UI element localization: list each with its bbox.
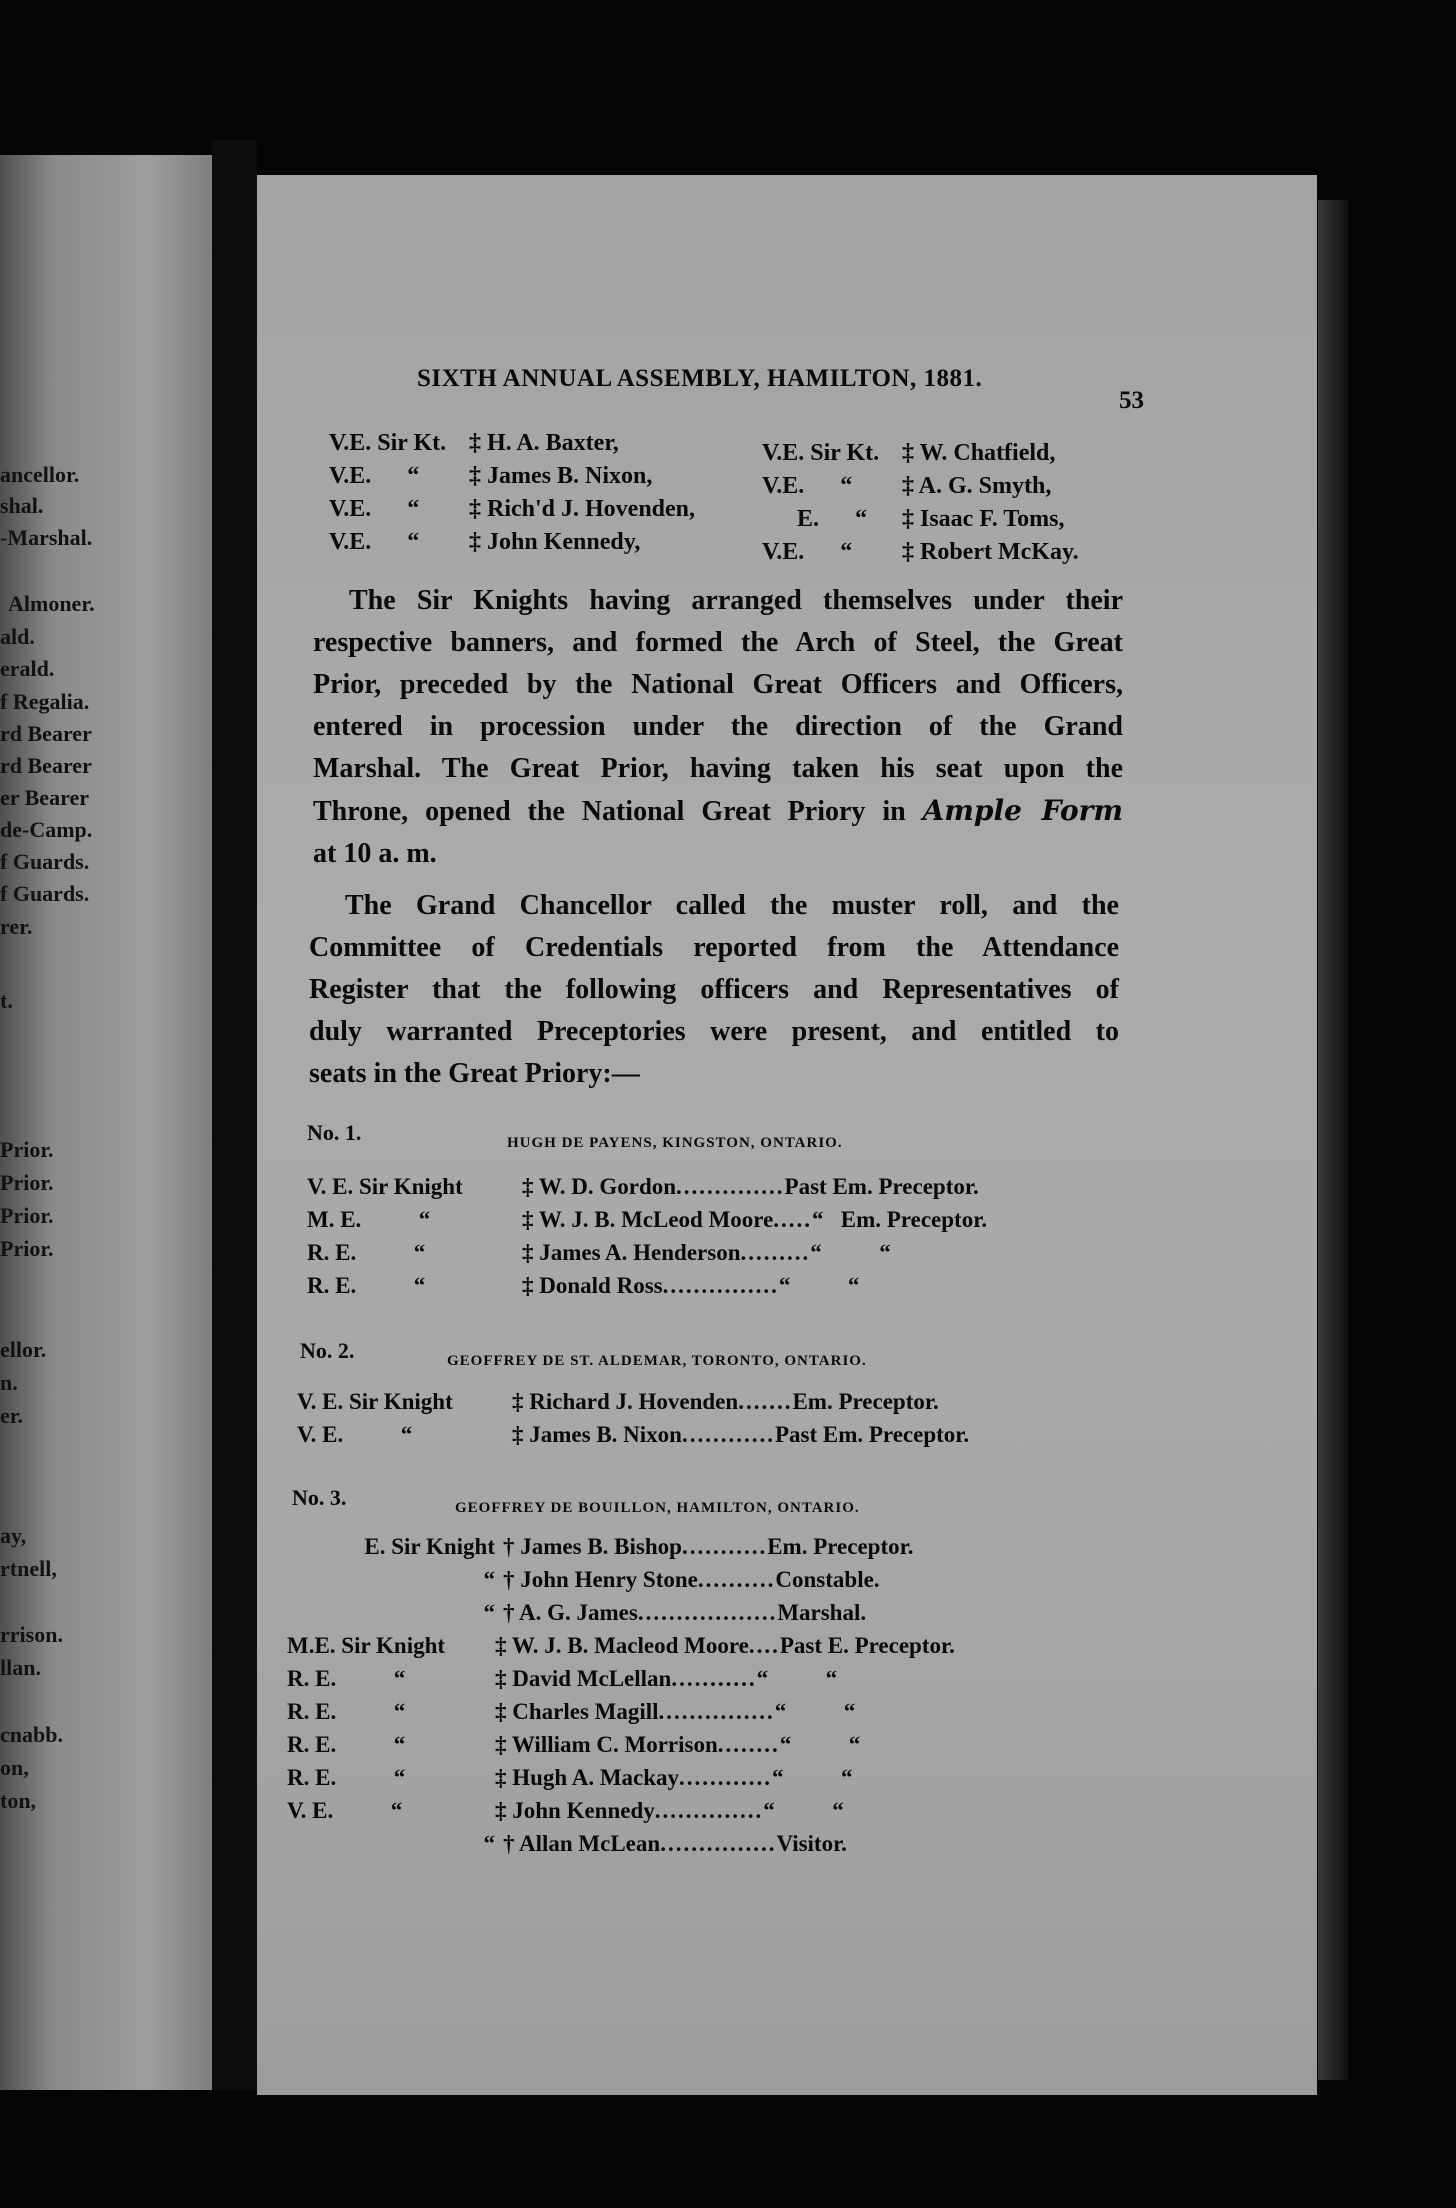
fragment: ald. xyxy=(0,624,35,649)
attendee-name: David McLellan xyxy=(512,1666,672,1691)
attendee-rank: E. Sir Knight xyxy=(364,1534,495,1559)
officer-row xyxy=(762,536,1079,569)
officer-name: ‡ Robert McKay. xyxy=(902,539,1079,565)
attendee-name: James A. Henderson xyxy=(539,1240,741,1265)
attendee-name: John Kennedy xyxy=(512,1798,655,1823)
preceptory-3-rows xyxy=(287,1530,955,1860)
fragment: rd Bearer xyxy=(0,753,92,778)
attendee-office: “ “ xyxy=(810,1240,891,1265)
preceptory-name: GEOFFREY DE ST. ALDEMAR, TORONTO, ONTARIO. xyxy=(447,1353,867,1369)
officer-name: ‡ H. A. Baxter, xyxy=(469,430,619,456)
preceptory-number: No. 2. xyxy=(300,1338,355,1363)
running-header: SIXTH ANNUAL ASSEMBLY, HAMILTON, 1881. xyxy=(417,365,983,392)
fragment: f Regalia. xyxy=(0,689,90,714)
attendee-row: V. E. Sir Knight ‡ Richard J. Hovenden.......Em. Preceptor. xyxy=(297,1385,969,1418)
officers-right xyxy=(762,437,1079,569)
officer-row xyxy=(329,460,695,493)
attendee-office: “ “ xyxy=(774,1699,856,1724)
officer-row xyxy=(329,526,695,559)
paragraph-line: Throne, opened the National Great Priory in Ample Form xyxy=(313,794,1124,827)
page-gutter xyxy=(212,140,257,2090)
preceptory-number: No. 3. xyxy=(292,1485,347,1510)
attendee-rank: V. E. “ xyxy=(287,1798,403,1823)
attendee-row: R. E. “ ‡ Hugh A. Mackay............“ “ xyxy=(287,1761,955,1794)
attendee-name: W. J. B. Macleod Moore xyxy=(511,1633,749,1658)
fragment: Prior. xyxy=(0,1137,54,1162)
attendee-row: E. Sir Knight † James B. Bishop...........Em. Preceptor. xyxy=(287,1530,955,1563)
fragment: er Bearer xyxy=(0,785,89,810)
left-page-fragments xyxy=(0,0,212,2208)
attendee-rank: V. E. Sir Knight xyxy=(307,1174,463,1199)
fragment: cnabb. xyxy=(0,1722,63,1747)
officer-row xyxy=(762,503,1079,536)
paragraph-line: entered in procession under the direction of the Grand xyxy=(313,711,1123,742)
officer-rank: V.E. “ xyxy=(329,529,420,555)
paragraph-line: Marshal. The Great Prior, having taken his seat upon the xyxy=(313,753,1123,784)
fragment: ton, xyxy=(0,1788,37,1813)
paragraph-line: Committee of Credentials reported from the Attendance xyxy=(309,932,1119,963)
fragment: ellor. xyxy=(0,1337,47,1362)
attendee-rank: R. E. “ xyxy=(307,1273,426,1298)
attendee-row: “ † John Henry Stone..........Constable. xyxy=(287,1563,955,1596)
attendee-office: “ Em. Preceptor. xyxy=(812,1207,988,1232)
fragment: rrison. xyxy=(0,1622,63,1647)
attendee-row: R. E. “ ‡ Charles Magill...............“ “ xyxy=(287,1695,955,1728)
fragment: er. xyxy=(0,1403,24,1428)
attendee-row: R. E. “ ‡ James A. Henderson.........“ “ xyxy=(307,1236,987,1269)
officer-name: ‡ John Kennedy, xyxy=(469,529,641,555)
officer-row xyxy=(329,493,695,526)
fragment: Almoner. xyxy=(8,591,95,616)
main-page xyxy=(257,175,1317,2095)
attendee-office: Marshal. xyxy=(777,1600,867,1625)
attendee-rank: “ xyxy=(483,1567,495,1592)
attendee-name: Richard J. Hovenden xyxy=(529,1389,739,1414)
attendee-office: “ “ xyxy=(763,1798,844,1823)
preceptory-name: GEOFFREY DE BOUILLON, HAMILTON, ONTARIO. xyxy=(455,1500,860,1516)
officer-row xyxy=(762,437,1079,470)
fragment: shal. xyxy=(0,493,44,518)
officer-rank: V.E. “ xyxy=(762,539,853,565)
attendee-rank: V. E. “ xyxy=(297,1422,413,1447)
fragment: ay, xyxy=(0,1523,27,1548)
paragraph-line: The Sir Knights having arranged themselves under their xyxy=(349,585,1123,616)
attendee-rank: “ xyxy=(483,1831,495,1856)
attendee-name: Donald Ross xyxy=(539,1273,663,1298)
officer-rank: V.E. “ xyxy=(329,463,420,489)
preceptory-2-rows xyxy=(297,1385,969,1451)
attendee-row: R. E. “ ‡ Donald Ross...............“ “ xyxy=(307,1269,987,1302)
attendee-name: James B. Nixon xyxy=(529,1422,682,1447)
attendee-office: Past E. Preceptor. xyxy=(779,1633,955,1658)
officer-name: ‡ Isaac F. Toms, xyxy=(902,506,1065,532)
preceptory-1-rows xyxy=(307,1170,987,1302)
officer-row xyxy=(762,470,1079,503)
officer-name: ‡ W. Chatfield, xyxy=(902,440,1056,466)
fragment: rd Bearer xyxy=(0,721,92,746)
fragment: n. xyxy=(0,1370,18,1395)
officer-rank: V.E. Sir Kt. xyxy=(329,430,447,456)
ample-form-text: Ample Form xyxy=(922,794,1124,827)
officer-row xyxy=(329,427,695,460)
officer-rank: E. “ xyxy=(796,506,867,532)
officer-name: ‡ A. G. Smyth, xyxy=(902,473,1052,499)
fragment: on, xyxy=(0,1755,29,1780)
attendee-rank: R. E. “ xyxy=(287,1732,406,1757)
attendee-office: “ “ xyxy=(778,1273,860,1298)
paragraph-line: seats in the Great Priory:— xyxy=(309,1058,640,1089)
officer-rank: V.E. “ xyxy=(762,473,853,499)
attendee-rank: M. E. “ xyxy=(307,1207,431,1232)
officer-name: ‡ James B. Nixon, xyxy=(469,463,653,489)
attendee-office: “ “ xyxy=(772,1765,853,1790)
attendee-name: Hugh A. Mackay xyxy=(512,1765,680,1790)
attendee-rank: R. E. “ xyxy=(307,1240,426,1265)
attendee-rank: V. E. Sir Knight xyxy=(297,1389,453,1414)
attendee-office: Em. Preceptor. xyxy=(767,1534,914,1559)
fragment: Prior. xyxy=(0,1170,54,1195)
officer-rank: V.E. Sir Kt. xyxy=(762,440,880,466)
attendee-row: R. E. “ ‡ David McLellan...........“ “ xyxy=(287,1662,955,1695)
attendee-rank: R. E. “ xyxy=(287,1765,406,1790)
attendee-name: John Henry Stone xyxy=(520,1567,698,1592)
officer-rank: V.E. “ xyxy=(329,496,420,522)
attendee-row: V. E. Sir Knight ‡ W. D. Gordon..............Past Em. Preceptor. xyxy=(307,1170,987,1203)
fragment: rer. xyxy=(0,914,33,939)
fragment: -Marshal. xyxy=(0,525,93,550)
preceptory-number: No. 1. xyxy=(307,1120,362,1145)
fragment: Prior. xyxy=(0,1236,54,1261)
attendee-row: “ † Allan McLean...............Visitor. xyxy=(287,1827,955,1860)
attendee-row: M.E. Sir Knight ‡ W. J. B. Macleod Moore....Past E. Preceptor. xyxy=(287,1629,955,1662)
page-number: 53 xyxy=(1119,387,1144,414)
officers-left xyxy=(329,427,695,559)
paragraph-line: at 10 a. m. xyxy=(313,838,437,869)
officer-name: ‡ Rich'd J. Hovenden, xyxy=(469,496,696,522)
paragraph-muster xyxy=(309,885,1119,1095)
attendee-name: W. J. B. McLeod Moore xyxy=(538,1207,774,1232)
attendee-office: “ “ xyxy=(779,1732,861,1757)
fragment: rtnell, xyxy=(0,1556,57,1581)
fragment: llan. xyxy=(0,1655,41,1680)
attendee-name: James B. Bishop xyxy=(520,1534,682,1559)
fragment: erald. xyxy=(0,656,55,681)
preceptory-name: HUGH DE PAYENS, KINGSTON, ONTARIO. xyxy=(507,1135,843,1151)
attendee-row: “ † A. G. James..................Marshal. xyxy=(287,1596,955,1629)
attendee-office: Em. Preceptor. xyxy=(792,1389,939,1414)
fragment: ancellor. xyxy=(0,462,80,487)
attendee-name: William C. Morrison xyxy=(511,1732,718,1757)
fragment: t. xyxy=(0,988,13,1013)
paragraph-line: duly warranted Preceptories were present, and entitled to xyxy=(309,1016,1119,1047)
attendee-rank: R. E. “ xyxy=(287,1699,406,1724)
attendee-row: R. E. “ ‡ William C. Morrison........“ “ xyxy=(287,1728,955,1761)
fragment: Prior. xyxy=(0,1203,54,1228)
attendee-office: Past Em. Preceptor. xyxy=(774,1422,970,1447)
paragraph-line: Register that the following officers and Representatives of xyxy=(309,974,1119,1005)
paragraph-opening xyxy=(313,580,1123,875)
attendee-rank: “ xyxy=(483,1600,495,1625)
attendee-name: Charles Magill xyxy=(512,1699,659,1724)
attendee-row: M. E. “ ‡ W. J. B. McLeod Moore.....“ Em. Preceptor. xyxy=(307,1203,987,1236)
attendee-name: Allan McLean xyxy=(518,1831,661,1856)
attendee-row: V. E. “ ‡ James B. Nixon............Past Em. Preceptor. xyxy=(297,1418,969,1451)
attendee-office: Visitor. xyxy=(776,1831,847,1856)
attendee-name: W. D. Gordon xyxy=(538,1174,677,1199)
fragment: de-Camp. xyxy=(0,817,93,842)
attendee-office: Constable. xyxy=(775,1567,880,1592)
right-page-edge xyxy=(1318,200,1348,2080)
fragment: f Guards. xyxy=(0,849,90,874)
paragraph-line: Prior, preceded by the National Great Officers and Officers, xyxy=(313,669,1123,700)
paragraph-line: The Grand Chancellor called the muster roll, and the xyxy=(345,890,1119,921)
paragraph-line: respective banners, and formed the Arch of Steel, the Great xyxy=(313,627,1123,658)
attendee-office: “ “ xyxy=(756,1666,838,1691)
attendee-office: Past Em. Preceptor. xyxy=(784,1174,979,1199)
attendee-rank: M.E. Sir Knight xyxy=(287,1633,446,1658)
attendee-rank: R. E. “ xyxy=(287,1666,406,1691)
attendee-name: A. G. James xyxy=(518,1600,638,1625)
attendee-row: V. E. “ ‡ John Kennedy..............“ “ xyxy=(287,1794,955,1827)
fragment: f Guards. xyxy=(0,881,90,906)
